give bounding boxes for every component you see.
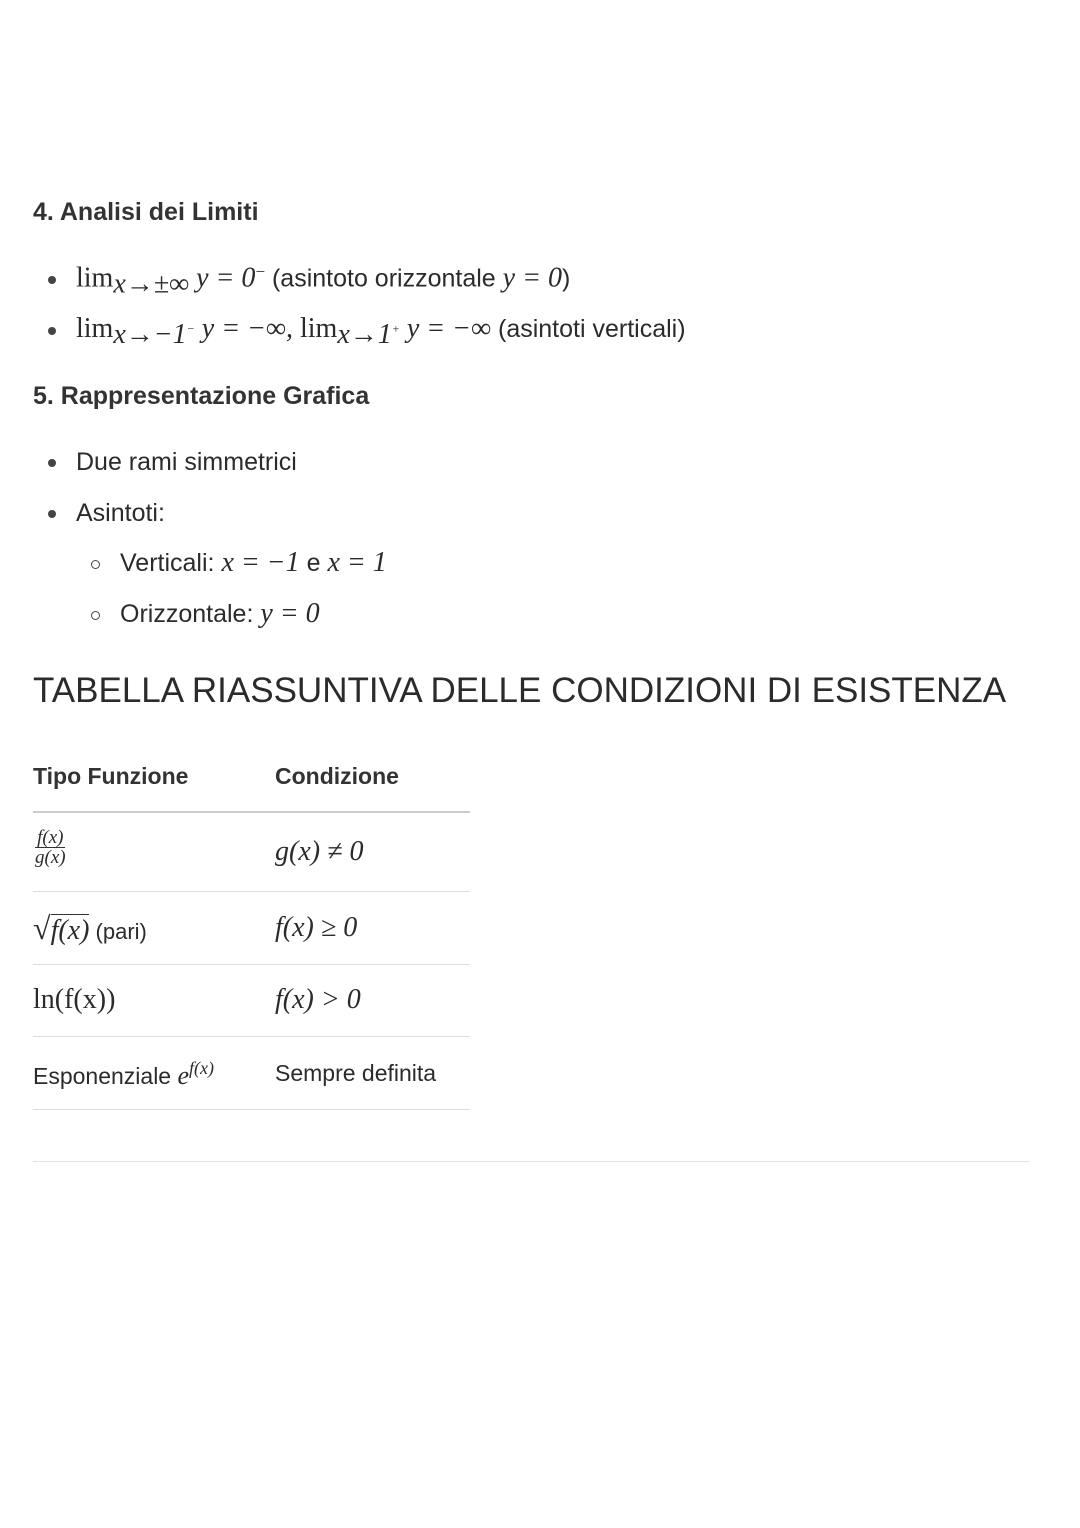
label: Verticali: — [120, 549, 222, 577]
list-item: Asintoti: — [76, 499, 165, 527]
table-title: TABELLA RIASSUNTIVA DELLE CONDIZIONI DI ESISTENZA — [33, 671, 1007, 710]
label: Orizzontale: — [120, 600, 261, 628]
subsup: + — [391, 321, 400, 336]
sub-list-item-horizontal — [120, 598, 320, 630]
table-header-type: Tipo Funzione — [33, 763, 189, 789]
subsup: − — [186, 321, 195, 336]
radicand: f(x) — [50, 915, 90, 946]
row-divider — [33, 1109, 470, 1110]
text: (pari) — [89, 919, 147, 944]
table-header-condition: Condizione — [275, 763, 399, 789]
lim-subscript — [113, 319, 194, 350]
row-divider — [33, 891, 470, 892]
condition-cell: g(x) ≠ 0 — [275, 836, 364, 867]
sub-bullet — [91, 560, 100, 569]
section-heading-graph: 5. Rappresentazione Grafica — [33, 382, 370, 410]
sub: x→−1 — [113, 319, 187, 350]
log-cell: ln(f(x)) — [33, 984, 116, 1015]
limit-expr: y = 0 — [189, 262, 256, 294]
section-heading-limits: 4. Analisi dei Limiti — [33, 198, 259, 226]
exponent: f(x) — [189, 1058, 215, 1078]
bullet — [48, 276, 56, 284]
limit-text: (asintoto orizzontale — [265, 264, 503, 293]
limit-close: ) — [561, 264, 571, 293]
limit-text: (asintoti verticali) — [491, 315, 686, 343]
denominator: g(x) — [35, 847, 66, 868]
limit-math: y = 0 — [502, 262, 562, 294]
math: x = −1 — [221, 547, 300, 578]
label: Esponenziale — [33, 1063, 178, 1089]
list-item: Due rami simmetrici — [76, 448, 297, 476]
math: y = 0 — [260, 598, 320, 629]
bullet — [48, 510, 56, 518]
condition-cell: Sempre definita — [275, 1060, 437, 1086]
limit-sup: − — [255, 262, 266, 281]
text: e — [299, 549, 328, 577]
exp-cell — [33, 1058, 214, 1091]
lim-subscript — [337, 319, 400, 350]
bullet — [48, 327, 56, 335]
horizontal-rule — [33, 1161, 1030, 1162]
condition-cell: f(x) > 0 — [275, 984, 361, 1015]
limit-item-horizontal — [76, 262, 570, 300]
sqrt-cell — [33, 910, 147, 947]
lim: lim — [76, 313, 114, 344]
lim: lim — [299, 313, 338, 344]
limit-item-vertical — [76, 313, 686, 351]
sub-list-item-vertical — [120, 547, 387, 579]
lim-subscript: x→±∞ — [113, 268, 190, 300]
limit-expr: y = −∞, — [194, 313, 300, 344]
bullet — [48, 459, 56, 467]
sqrt-icon: √ — [33, 910, 51, 946]
sub: x→1 — [337, 319, 392, 350]
row-divider — [33, 1036, 470, 1037]
lim: lim — [76, 262, 114, 294]
row-divider — [33, 964, 470, 965]
math: x = 1 — [327, 547, 387, 578]
numerator: f(x) — [37, 827, 64, 848]
condition-cell: f(x) ≥ 0 — [275, 912, 358, 943]
table-header-divider — [33, 811, 470, 813]
fraction-cell — [35, 828, 66, 867]
limit-expr: y = −∞ — [399, 313, 492, 344]
base: e — [177, 1061, 190, 1090]
fraction — [35, 828, 66, 867]
sub-bullet — [91, 611, 100, 620]
